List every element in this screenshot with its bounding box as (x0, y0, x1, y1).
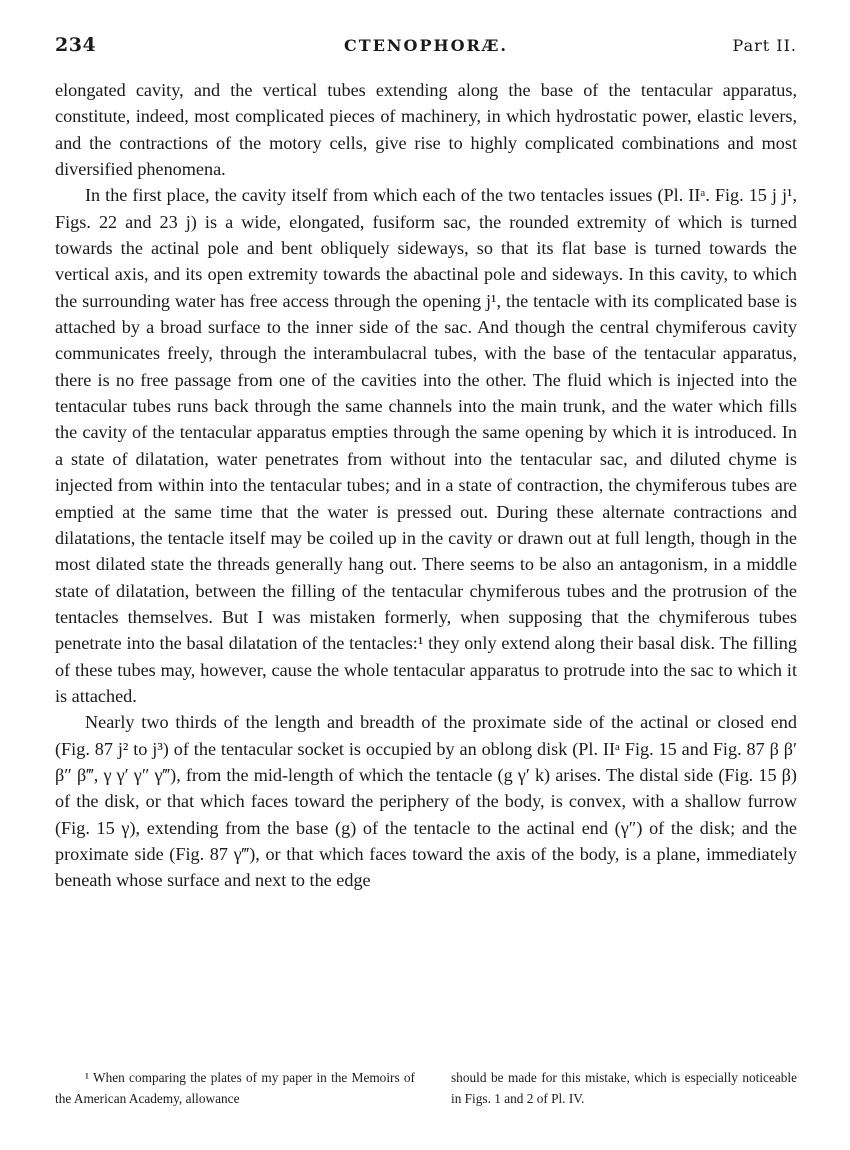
part-label: Part II. (732, 36, 797, 55)
paragraph-cavity: In the first place, the cavity itself from which each of the two tentacles issues (Pl. IIᵃ. Fig. 15 j j¹, Figs. 22 and 23 j) is a wide, elongated, fusiform sac, the rounded extremity of which is turned towards the actinal pole and bent obliquely sideways, so that its flat base is turned towards the vertical axis, and its open extremity towards the abactinal pole and sideways. In this cavity, to which the surrounding water has free access through the opening j¹, the tentacle with its complicated base is attached by a broad surface to the inner side of the sac. And though the central chymiferous cavity communicates freely, through the interambulacral tubes, with the base of the tentacular apparatus, there is no free passage from one of the cavities into the other. The fluid which is injected into the tentacular tubes runs back through the same channels into the main trunk, and the water which fills the cavity of the tentacular apparatus empties through the same opening by which it is introduced. In a state of dilatation, water penetrates from without into the tentacular sac, and diluted chyme is injected from within into the tentacular tubes; and in a state of contraction, the chymiferous tubes are emptied at the same time that the water is pressed out. During these alternate contractions and dilatations, the tentacle itself may be coiled up in the cavity or drawn out at full length, though in the most dilated state the threads generally hang out. There seems to be also an antagonism, in a middle state of dilatation, between the filling of the tentacular chymiferous tubes and the protrusion of the tentacles themselves. But I was mistaken formerly, when supposing that the chymiferous tubes penetrate into the basal dilatation of the tentacles:¹ they only extend along their basal disk. The filling of these tubes may, however, cause the whole tentacular apparatus to protrude into the sac to which it is attached. (55, 185, 797, 706)
footnote-left-column: ¹ When comparing the plates of my paper in the Memoirs of the American Academy, allowance (55, 1070, 415, 1106)
paragraph-continued: elongated cavity, and the vertical tubes extending along the base of the tentacular apparatus, constitute, indeed, most complicated pieces of machinery, in which hydrostatic power, elastic levers, and the contractions of the motory cells, give rise to highly complicated combinations and most diversified phenomena. (55, 80, 797, 180)
running-head: CTENOPHORÆ. (344, 36, 508, 55)
footnote-right-column: should be made for this mistake, which is especially noticeable in Figs. 1 and 2 of Pl. IV. (451, 1070, 797, 1106)
page-number: 234 (55, 34, 97, 56)
paragraph-disk: Nearly two thirds of the length and breadth of the proximate side of the actinal or closed end (Fig. 87 j² to j³) of the tentacular socket is occupied by an oblong disk (Pl. IIᵃ Fig. 15 and Fig. 87 β β′ β″ β‴, γ γ′ γ″ γ‴), from the mid-length of which the tentacle (g γ′ k) arises. The distal side (Fig. 15 β) of the disk, or that which faces toward the periphery of the body, is convex, with a shallow furrow (Fig. 15 γ), extending from the base (g) of the tentacle to the actinal end (γ″) of the disk; and the proximate side (Fig. 87 γ‴), or that which faces toward the axis of the body, is a plane, immediately beneath whose surface and next to the edge (55, 712, 797, 891)
body-text (55, 77, 797, 894)
page-header (55, 34, 797, 58)
